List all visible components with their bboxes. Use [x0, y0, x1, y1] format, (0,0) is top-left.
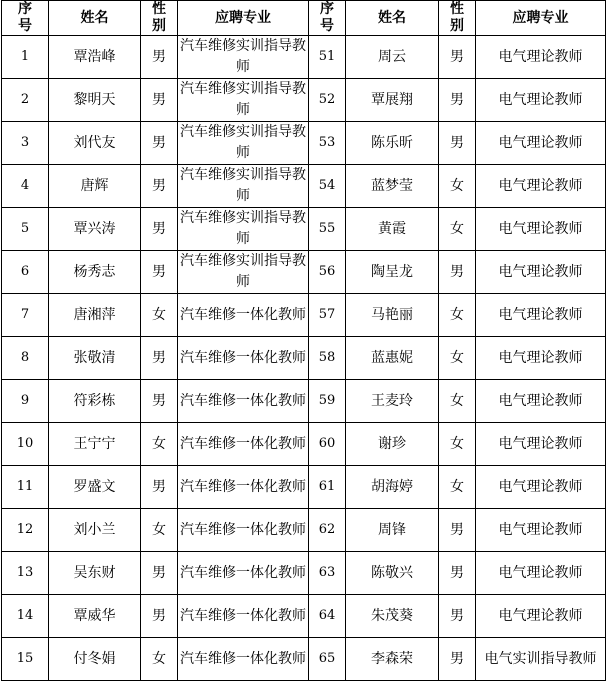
cell-major: 汽车维修实训指导教师 [178, 122, 309, 165]
header-gender-label: 性别 [152, 1, 166, 34]
cell-name: 黎明天 [49, 79, 141, 122]
cell-major-2: 电气理论教师 [476, 509, 606, 552]
cell-seq: 9 [2, 380, 49, 423]
cell-gender-2: 男 [439, 251, 476, 294]
cell-major: 汽车维修一体化教师 [178, 552, 309, 595]
cell-seq: 14 [2, 595, 49, 638]
cell-seq: 3 [2, 122, 49, 165]
cell-major: 汽车维修一体化教师 [178, 337, 309, 380]
cell-name: 覃威华 [49, 595, 141, 638]
header-gender [141, 1, 178, 36]
cell-name-2: 马艳丽 [346, 294, 439, 337]
table-row [2, 380, 606, 423]
header-gender-2 [439, 1, 476, 36]
table-row [2, 423, 606, 466]
cell-seq-2: 62 [309, 509, 346, 552]
cell-seq: 6 [2, 251, 49, 294]
cell-name-2: 王麦玲 [346, 380, 439, 423]
cell-gender: 男 [141, 466, 178, 509]
cell-seq-2: 64 [309, 595, 346, 638]
cell-gender-2: 女 [439, 208, 476, 251]
cell-gender: 男 [141, 36, 178, 79]
cell-major-2: 电气理论教师 [476, 122, 606, 165]
cell-name-2: 黄霞 [346, 208, 439, 251]
cell-major: 汽车维修一体化教师 [178, 294, 309, 337]
cell-gender-2: 女 [439, 380, 476, 423]
cell-gender: 女 [141, 638, 178, 681]
cell-name-2: 谢珍 [346, 423, 439, 466]
cell-gender: 男 [141, 595, 178, 638]
cell-gender-2: 男 [439, 79, 476, 122]
header-name-2: 姓名 [346, 1, 439, 36]
cell-name: 覃兴涛 [49, 208, 141, 251]
cell-seq-2: 54 [309, 165, 346, 208]
cell-seq-2: 52 [309, 79, 346, 122]
table-row [2, 595, 606, 638]
cell-major-2: 电气理论教师 [476, 294, 606, 337]
cell-gender: 男 [141, 165, 178, 208]
cell-gender-2: 女 [439, 165, 476, 208]
cell-seq: 15 [2, 638, 49, 681]
cell-major-2: 电气理论教师 [476, 552, 606, 595]
cell-seq-2: 56 [309, 251, 346, 294]
cell-seq: 12 [2, 509, 49, 552]
cell-major-2: 电气实训指导教师 [476, 638, 606, 681]
cell-name: 杨秀志 [49, 251, 141, 294]
header-seq-label: 序号 [18, 1, 32, 34]
cell-seq-2: 60 [309, 423, 346, 466]
cell-major-2: 电气理论教师 [476, 165, 606, 208]
cell-seq-2: 63 [309, 552, 346, 595]
cell-name: 符彩栋 [49, 380, 141, 423]
cell-major: 汽车维修实训指导教师 [178, 36, 309, 79]
cell-major-2: 电气理论教师 [476, 208, 606, 251]
cell-major: 汽车维修一体化教师 [178, 638, 309, 681]
cell-name-2: 覃展翔 [346, 79, 439, 122]
cell-name-2: 朱茂葵 [346, 595, 439, 638]
cell-name: 罗盛文 [49, 466, 141, 509]
table-row [2, 36, 606, 79]
cell-major: 汽车维修一体化教师 [178, 466, 309, 509]
cell-seq-2: 58 [309, 337, 346, 380]
table-row [2, 79, 606, 122]
cell-seq: 8 [2, 337, 49, 380]
cell-name-2: 周云 [346, 36, 439, 79]
cell-name-2: 陈乐昕 [346, 122, 439, 165]
cell-major-2: 电气理论教师 [476, 79, 606, 122]
table-row [2, 337, 606, 380]
cell-seq-2: 65 [309, 638, 346, 681]
cell-gender: 女 [141, 509, 178, 552]
cell-name: 唐湘萍 [49, 294, 141, 337]
cell-seq-2: 57 [309, 294, 346, 337]
cell-gender: 男 [141, 552, 178, 595]
cell-major: 汽车维修实训指导教师 [178, 165, 309, 208]
cell-name: 刘小兰 [49, 509, 141, 552]
cell-name: 覃浩峰 [49, 36, 141, 79]
cell-seq-2: 61 [309, 466, 346, 509]
cell-seq: 5 [2, 208, 49, 251]
cell-major-2: 电气理论教师 [476, 380, 606, 423]
cell-gender: 男 [141, 79, 178, 122]
table-row [2, 552, 606, 595]
cell-major: 汽车维修实训指导教师 [178, 251, 309, 294]
cell-major: 汽车维修实训指导教师 [178, 79, 309, 122]
header-name: 姓名 [49, 1, 141, 36]
table-row [2, 251, 606, 294]
cell-seq: 13 [2, 552, 49, 595]
cell-gender-2: 男 [439, 595, 476, 638]
header-seq [2, 1, 49, 36]
cell-gender: 女 [141, 294, 178, 337]
cell-gender-2: 女 [439, 423, 476, 466]
cell-seq: 10 [2, 423, 49, 466]
cell-gender: 男 [141, 122, 178, 165]
header-seq-2 [309, 1, 346, 36]
cell-seq-2: 55 [309, 208, 346, 251]
cell-seq-2: 59 [309, 380, 346, 423]
cell-seq: 2 [2, 79, 49, 122]
cell-major: 汽车维修实训指导教师 [178, 208, 309, 251]
cell-name-2: 陶呈龙 [346, 251, 439, 294]
cell-gender: 女 [141, 423, 178, 466]
cell-major-2: 电气理论教师 [476, 337, 606, 380]
header-row [2, 1, 606, 36]
cell-major-2: 电气理论教师 [476, 595, 606, 638]
cell-gender-2: 女 [439, 337, 476, 380]
cell-name: 刘代友 [49, 122, 141, 165]
cell-name: 张敬清 [49, 337, 141, 380]
cell-major-2: 电气理论教师 [476, 36, 606, 79]
cell-seq: 1 [2, 36, 49, 79]
cell-gender: 男 [141, 208, 178, 251]
table-row [2, 165, 606, 208]
table-row [2, 208, 606, 251]
cell-gender-2: 男 [439, 122, 476, 165]
cell-gender: 男 [141, 337, 178, 380]
table-body [2, 36, 606, 681]
cell-seq-2: 51 [309, 36, 346, 79]
cell-seq: 7 [2, 294, 49, 337]
header-major: 应聘专业 [178, 1, 309, 36]
cell-name: 吴东财 [49, 552, 141, 595]
cell-major: 汽车维修一体化教师 [178, 380, 309, 423]
cell-gender-2: 女 [439, 466, 476, 509]
cell-gender: 男 [141, 251, 178, 294]
cell-gender-2: 女 [439, 294, 476, 337]
cell-name-2: 蓝梦莹 [346, 165, 439, 208]
cell-gender-2: 男 [439, 638, 476, 681]
cell-major: 汽车维修一体化教师 [178, 509, 309, 552]
cell-name: 王宁宁 [49, 423, 141, 466]
cell-major-2: 电气理论教师 [476, 466, 606, 509]
cell-gender-2: 男 [439, 509, 476, 552]
cell-name: 唐辉 [49, 165, 141, 208]
cell-seq-2: 53 [309, 122, 346, 165]
cell-gender-2: 男 [439, 552, 476, 595]
table-row [2, 638, 606, 681]
cell-gender: 男 [141, 380, 178, 423]
cell-seq: 11 [2, 466, 49, 509]
cell-seq: 4 [2, 165, 49, 208]
cell-name-2: 周锋 [346, 509, 439, 552]
table-row [2, 466, 606, 509]
header-seq-2-label: 序号 [320, 1, 334, 34]
table-row [2, 294, 606, 337]
cell-gender-2: 男 [439, 36, 476, 79]
cell-major-2: 电气理论教师 [476, 251, 606, 294]
cell-name-2: 李森荣 [346, 638, 439, 681]
cell-major: 汽车维修一体化教师 [178, 423, 309, 466]
header-major-2: 应聘专业 [476, 1, 606, 36]
cell-name-2: 蓝惠妮 [346, 337, 439, 380]
cell-name-2: 胡海婷 [346, 466, 439, 509]
cell-major-2: 电气理论教师 [476, 423, 606, 466]
applicant-table [1, 0, 606, 681]
cell-major: 汽车维修一体化教师 [178, 595, 309, 638]
table-row [2, 122, 606, 165]
header-gender-2-label: 性别 [450, 1, 464, 34]
cell-name-2: 陈敬兴 [346, 552, 439, 595]
table-row [2, 509, 606, 552]
cell-name: 付冬娟 [49, 638, 141, 681]
